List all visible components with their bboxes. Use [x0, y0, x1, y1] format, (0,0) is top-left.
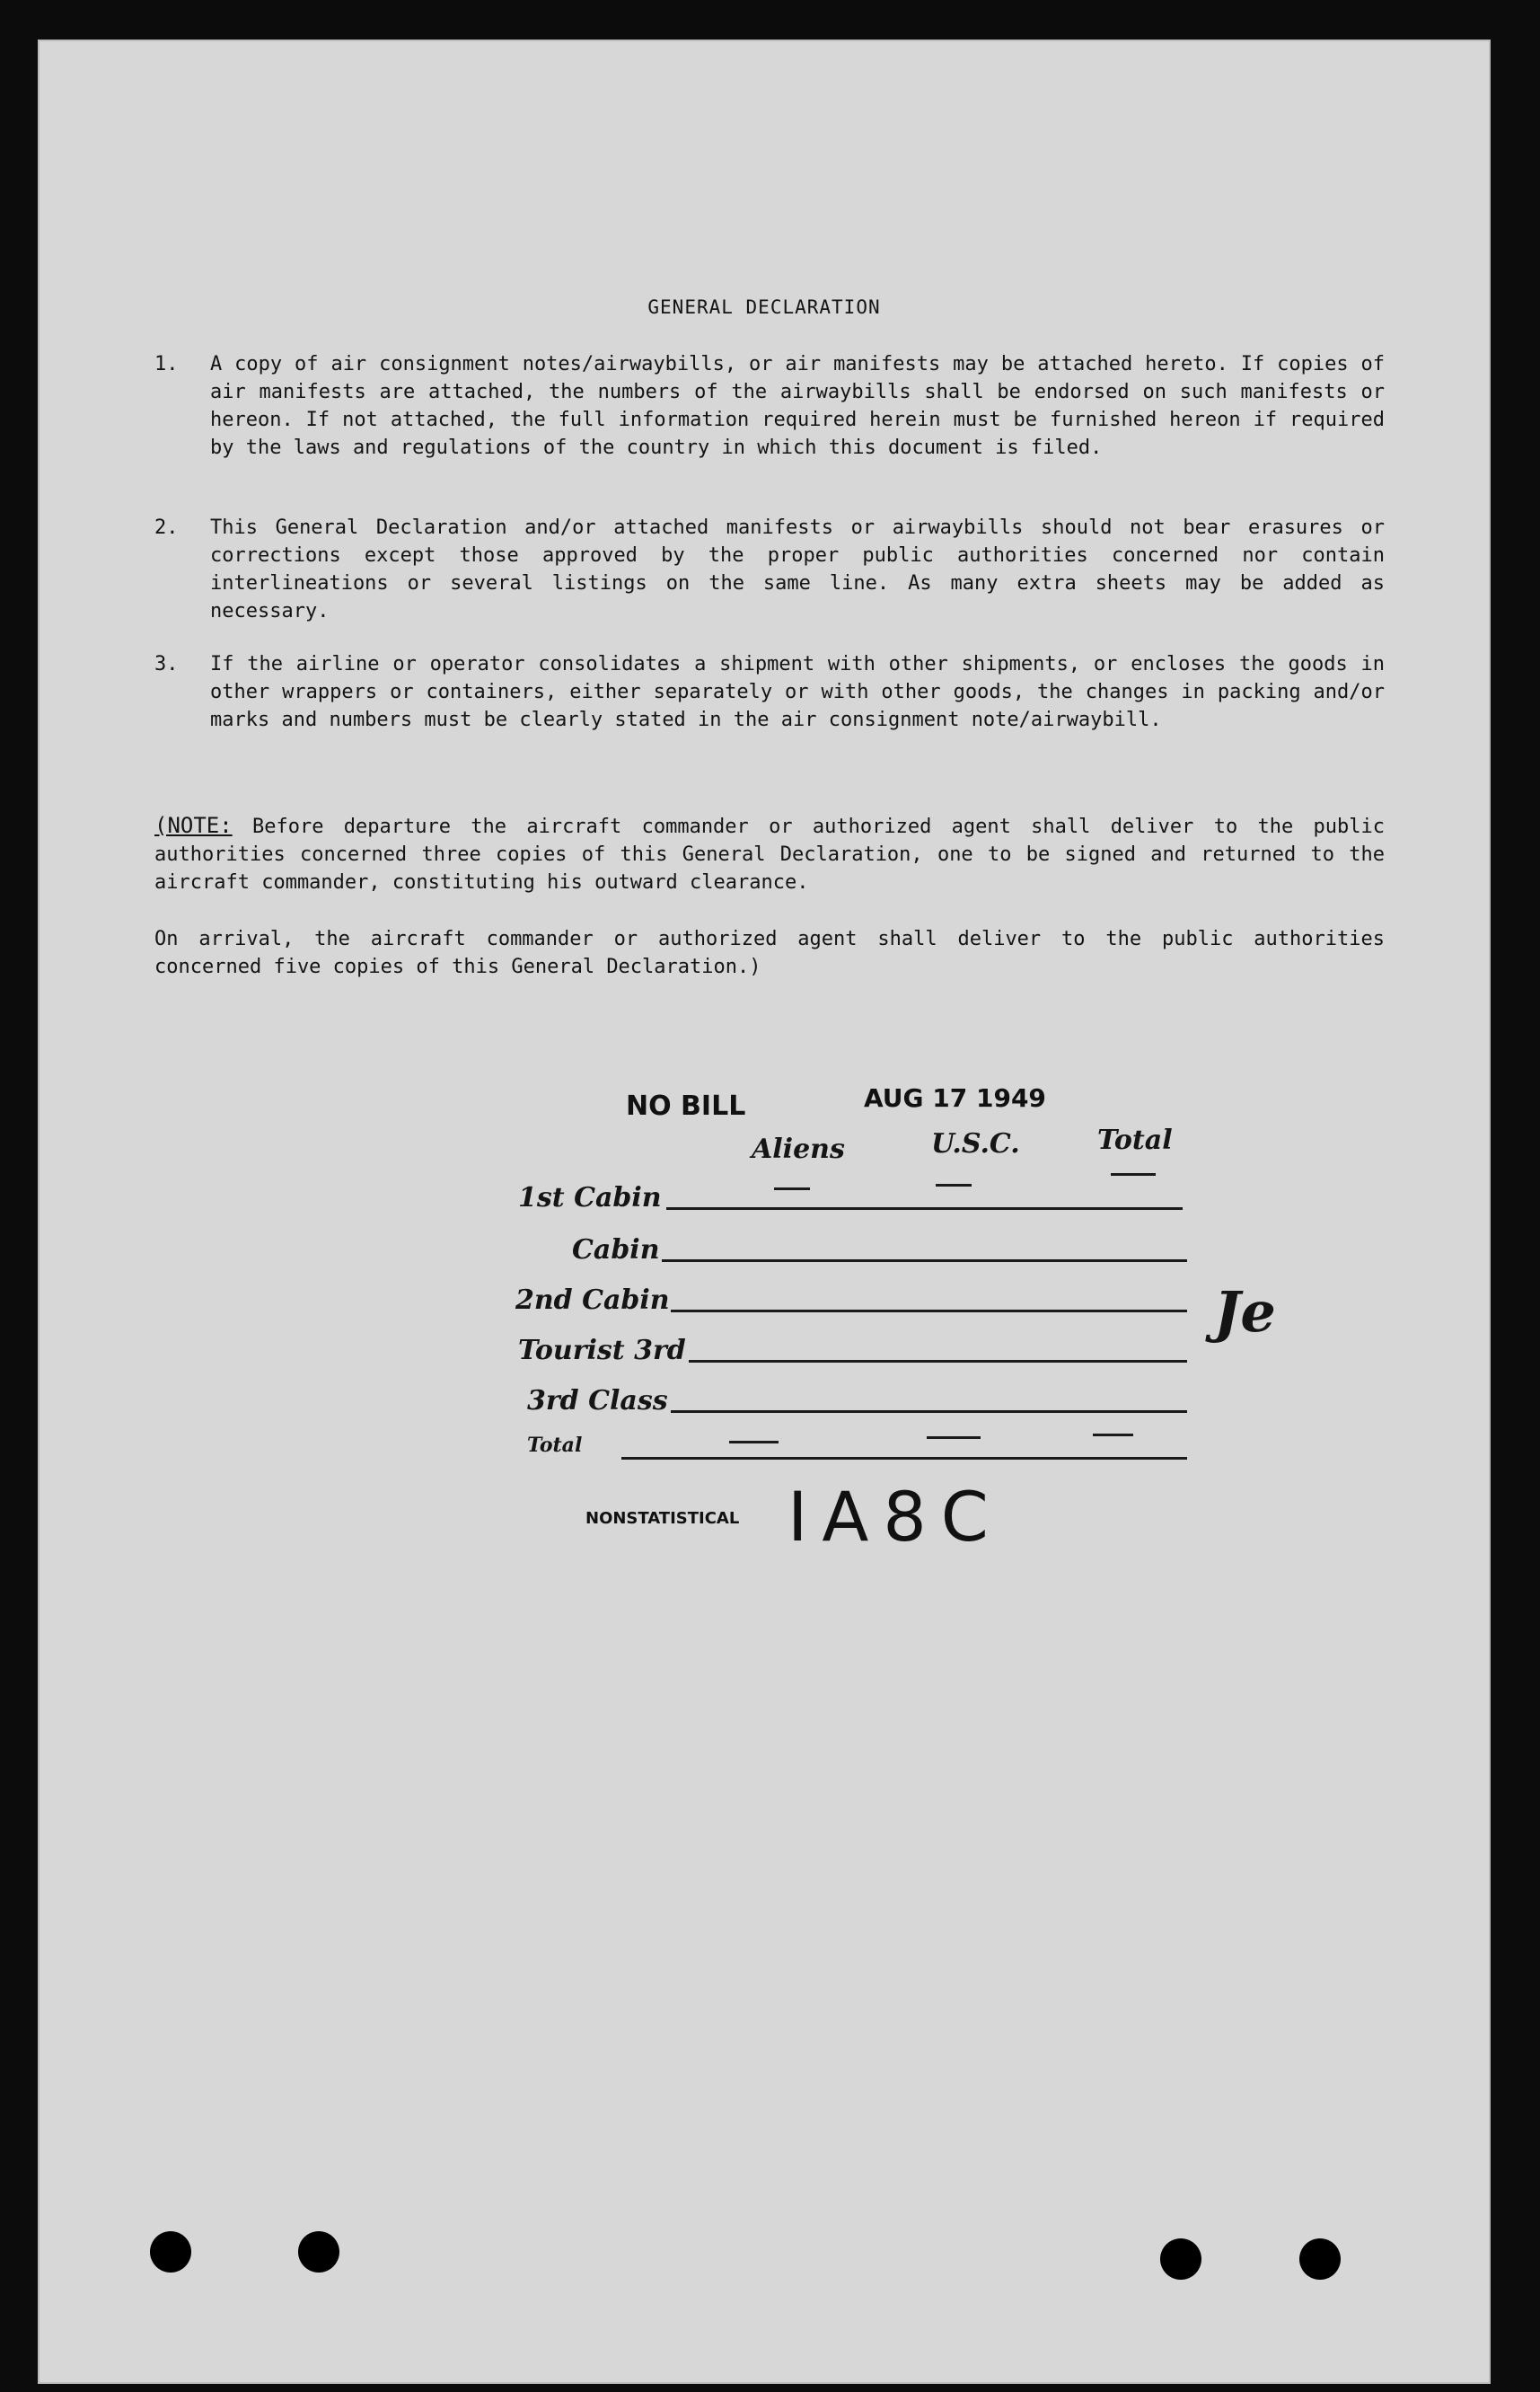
item-text: This General Declaration and/or attached manifests or airwaybills should not bear erasures or corrections except those approved by the proper public authorities concerned nor contain interlineations or several listings on the same line. As many extra sheets may be added as necessary.: [210, 516, 1385, 622]
instruction-item-3: [154, 650, 1385, 767]
dash-mark: [1111, 1173, 1156, 1176]
row-line: [666, 1207, 1183, 1210]
punch-hole: [1160, 2238, 1201, 2280]
punch-hole: [1299, 2238, 1341, 2280]
date-stamp: AUG 17 1949: [864, 1083, 1046, 1113]
dash-mark: [927, 1436, 981, 1439]
row-line: [621, 1457, 1187, 1460]
row-line: [671, 1310, 1187, 1312]
nonstatistical-stamp: NONSTATISTICAL: [585, 1509, 740, 1528]
note-label: (NOTE:: [154, 813, 233, 838]
item-number: 2.: [154, 516, 179, 539]
row-label-total: Total: [527, 1434, 583, 1457]
row-label-third-class: 3rd Class: [527, 1385, 668, 1417]
dash-mark: [729, 1441, 779, 1443]
column-usc: U.S.C.: [931, 1128, 1020, 1160]
dash-mark: [1093, 1434, 1133, 1436]
item-number: 1.: [154, 353, 179, 375]
no-bill-stamp: NO BILL: [626, 1090, 746, 1122]
dash-mark: [774, 1187, 810, 1190]
punch-hole: [150, 2231, 191, 2273]
row-line: [689, 1360, 1187, 1363]
inspector-initials: Je: [1214, 1279, 1276, 1345]
row-line: [662, 1259, 1187, 1262]
note-text: Before departure the aircraft commander or authorized agent shall deliver to the public authorities concerned three copies of this General Declaration, one to be signed and returned to the aircraft commander, constituting his outward clearance.: [154, 816, 1386, 894]
row-label-second-cabin: 2nd Cabin: [515, 1284, 670, 1316]
punch-hole: [298, 2231, 339, 2273]
column-total: Total: [1097, 1125, 1173, 1156]
item-text: If the airline or operator consolidates a shipment with other shipments, or encloses the goods in other wrappers or containers, either separately or with other goods, the changes in packing and/or marks and numbers must be clearly stated in the air consignment note/airwaybill.: [210, 653, 1385, 731]
row-line: [671, 1410, 1187, 1413]
arrival-paragraph: On arrival, the aircraft commander or authorized agent shall deliver to the public authorities concerned five copies of this General Declaration.): [154, 928, 1385, 978]
document-page: [38, 40, 1491, 2384]
row-label-tourist-third: Tourist 3rd: [518, 1335, 686, 1366]
instruction-item-1: [154, 350, 1385, 494]
column-aliens: Aliens: [752, 1134, 845, 1165]
document-title: GENERAL DECLARATION: [647, 296, 881, 318]
dash-mark: [936, 1184, 972, 1187]
instruction-item-2: [154, 514, 1385, 631]
row-label-cabin: Cabin: [572, 1234, 660, 1266]
item-number: 3.: [154, 653, 179, 675]
item-text: A copy of air consignment notes/airwaybills, or air manifests may be attached hereto. If copies of air manifests are attached, the numbers of the airwaybills shall be endorsed on such manifests or hereon. If not attached, the full information required herein must be furnished hereon if required by the laws and regulations of the country in which this document is filed.: [210, 353, 1385, 459]
row-label-first-cabin: 1st Cabin: [518, 1182, 662, 1214]
handwritten-code: IA8C: [788, 1477, 1003, 1557]
note-paragraph: [154, 812, 1385, 896]
